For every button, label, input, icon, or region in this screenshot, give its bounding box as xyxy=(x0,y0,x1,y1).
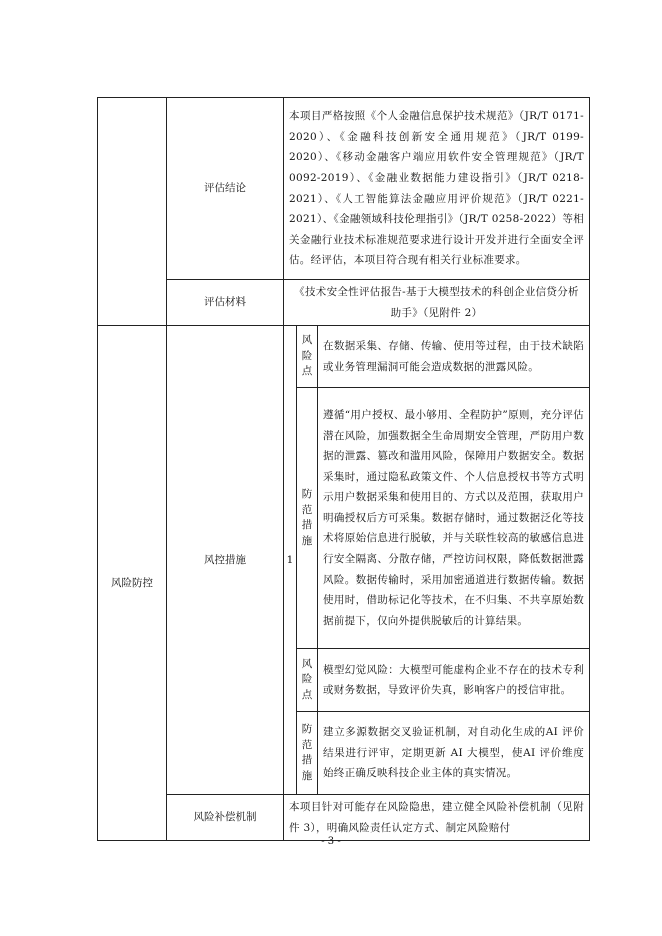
measure-char: 防 xyxy=(301,488,313,501)
risk-point-char: 险 xyxy=(301,349,313,362)
conclusion-text: 本项目严格按照《个人金融信息保护技术规范》（JR/T 0171-2020）、《金融科技创新安全通用规范》（JR/T 0199-2020）、《移动金融客户端应用软件安全管理规范》（JR/T 0092-2019）、《金融业数据能力建设指引》（JR/T 0218-2021）、《人工智能算法金融应用评价规范》（JR/T 0221-2021）、《金融领域科技伦理指引》（JR/T 0258-2022）等相关金融行业技术标准规范要求进行设计开发并进行全面安全评估。经评估，本项目符合现有相关行业标准要求。 xyxy=(284,98,590,280)
risk-point-char: 点 xyxy=(301,688,313,701)
measure-char: 防 xyxy=(301,723,313,736)
measure2-text: 建立多源数据交叉验证机制，对自动化生成的AI 评价结果进行评审，定期更新 AI 大模型，使AI 评价维度始终正确反映科技企业主体的真实情况。 xyxy=(318,712,590,795)
page-number: - 3 - xyxy=(321,836,341,847)
risk2-text: 模型幻觉风险：大模型可能虚构企业不存在的技术专利或财务数据，导致评价失真，影响客户的授信审批。 xyxy=(318,649,590,712)
compensation-label: 风险补偿机制 xyxy=(167,795,284,841)
risk1-text: 在数据采集、存储、传输、使用等过程，由于技术缺陷或业务管理漏洞可能会造成数据的泄露风险。 xyxy=(318,326,590,388)
risk-point-char: 险 xyxy=(301,673,313,686)
measure-char: 措 xyxy=(301,754,313,767)
measure-label-2 xyxy=(297,712,318,795)
measure-index: 1 xyxy=(284,326,297,795)
risk-point-char: 风 xyxy=(301,334,313,347)
risk-point-char: 点 xyxy=(301,365,313,378)
blank-cell xyxy=(98,98,167,326)
measure-char: 范 xyxy=(301,503,313,516)
material-label: 评估材料 xyxy=(167,280,284,326)
conclusion-label: 评估结论 xyxy=(167,98,284,280)
main-table xyxy=(97,97,590,841)
compensation-text: 本项目针对可能存在风险隐患，建立健全风险补偿机制（见附件 3），明确风险责任认定方式、制定风险赔付 xyxy=(284,795,590,841)
risk-point-char: 风 xyxy=(301,657,313,670)
measure-label-1 xyxy=(297,388,318,649)
measure-char: 措 xyxy=(301,519,313,532)
risk-point-label-1 xyxy=(297,326,318,388)
measures-label: 风控措施 xyxy=(167,326,284,795)
measure-char: 范 xyxy=(301,738,313,751)
risk-point-label-2 xyxy=(297,649,318,712)
material-text: 《技术安全性评估报告-基于大模型技术的科创企业信贷分析助手》（见附件 2） xyxy=(284,280,590,326)
measure1-text: 遵循“用户授权、最小够用、全程防护”原则，充分评估潜在风险，加强数据全生命周期安全管理，严防用户数据的泄露、篡改和滥用风险，保障用户数据安全。数据采集时，通过隐私政策文件、个人信息授权书等方式明示用户数据采集和使用目的、方式以及范围，获取用户明确授权后方可采集。数据存储时，通过数据泛化等技术将原始信息进行脱敏，并与关联性较高的敏感信息进行安全隔离、分散存储，严控访问权限，降低数据泄露风险。数据传输时，采用加密通道进行数据传输。数据使用时，借助标记化等技术，在不归集、不共享原始数据前提下，仅向外提供脱敏后的计算结果。 xyxy=(318,388,590,649)
measure-char: 施 xyxy=(301,534,313,547)
risk-control-label: 风险防控 xyxy=(98,326,167,841)
measure-char: 施 xyxy=(301,769,313,782)
